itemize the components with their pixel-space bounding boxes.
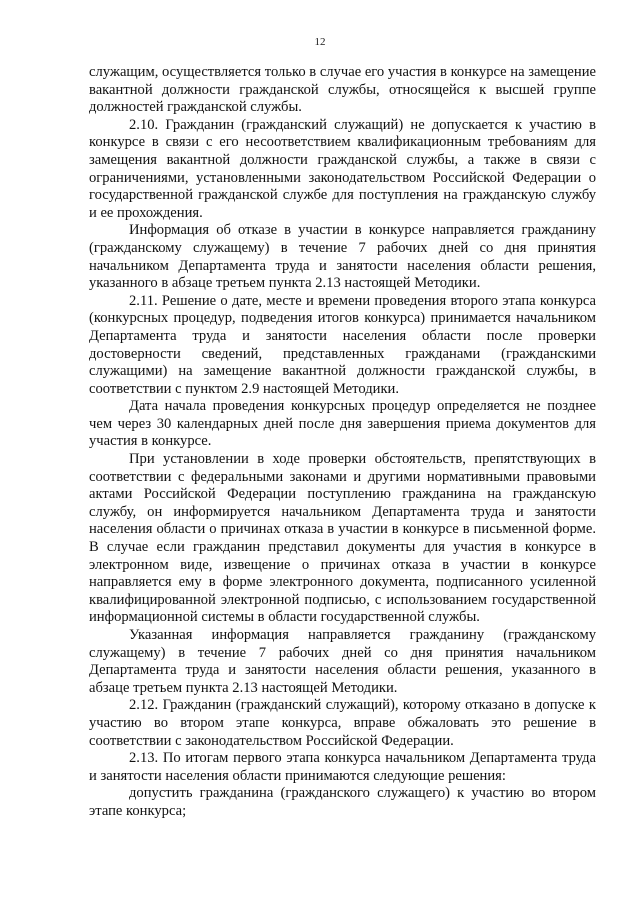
paragraph-2-11: 2.11. Решение о дате, месте и времени проведения второго этапа конкурса (конкурсных процедур, подведения итогов конкурса) принимается начальником Департамента труда и занятости населения области после проверки достоверности сведений, представленных гражданами (гражданскими служащими) на замещение вакантной должности гражданской службы, в соответствии с пунктом 2.9 настоящей Методики.: [89, 292, 596, 397]
paragraph-info-sent: Указанная информация направляется гражданину (гражданскому служащему) в течение 7 рабочих дней со дня принятия начальником Департамента труда и занятости населения области решения, указанного в абзаце третьем пункта 2.13 настоящей Методики.: [89, 627, 596, 696]
paragraph-start-date: Дата начала проведения конкурсных процедур определяется не позднее чем через 30 календарных дней после дня завершения приема документов для участия в конкурсе.: [89, 398, 596, 450]
paragraph-2-10: 2.10. Гражданин (гражданский служащий) не допускается к участию в конкурсе в связи с его несоответствием квалификационным требованиям для замещения вакантной должности гражданской службы, а также в связи с ограничениями, установленными законодательством Российской Федерации о государственной гражданской службе для поступления на гражданскую службу и ее прохождения.: [89, 116, 596, 221]
paragraph-2-12: 2.12. Гражданин (гражданский служащий), которому отказано в допуске к участию во втором этапе конкурса, вправе обжаловать это решение в соответствии с законодательством Российской Федерации.: [89, 697, 596, 749]
document-body: [89, 64, 596, 821]
paragraph-continuation: служащим, осуществляется только в случае его участия в конкурсе на замещение вакантной должности гражданской службы, относящейся к высшей группе должностей гражданской службы.: [89, 64, 596, 116]
paragraph-refusal-info: Информация об отказе в участии в конкурсе направляется гражданину (гражданскому служащему) в течение 7 рабочих дней со дня принятия начальником Департамента труда и занятости населения области решения, указанного в абзаце третьем пункта 2.13 настоящей Методики.: [89, 222, 596, 292]
page-number: 12: [314, 36, 326, 48]
paragraph-2-13: 2.13. По итогам первого этапа конкурса начальником Департамента труда и занятости населения области принимаются следующие решения:: [89, 750, 596, 784]
paragraph-check-circumstances: При установлении в ходе проверки обстоятельств, препятствующих в соответствии с федеральными законами и другими нормативными правовыми актами Российской Федерации поступлению гражданина на гражданскую службу, он информируется начальником Департамента труда и занятости населения области о причинах отказа в участии в конкурсе в письменной форме. В случае если гражданин представил документы для участия в конкурсе в электронном виде, извещение о причинах отказа в участии в конкурсе направляется ему в форме электронного документа, подписанного усиленной квалифицированной электронной подписью, с использованием государственной информационной системы в области государственной службы.: [89, 451, 596, 626]
paragraph-admit-decision: допустить гражданина (гражданского служащего) к участию во втором этапе конкурса;: [89, 785, 596, 819]
